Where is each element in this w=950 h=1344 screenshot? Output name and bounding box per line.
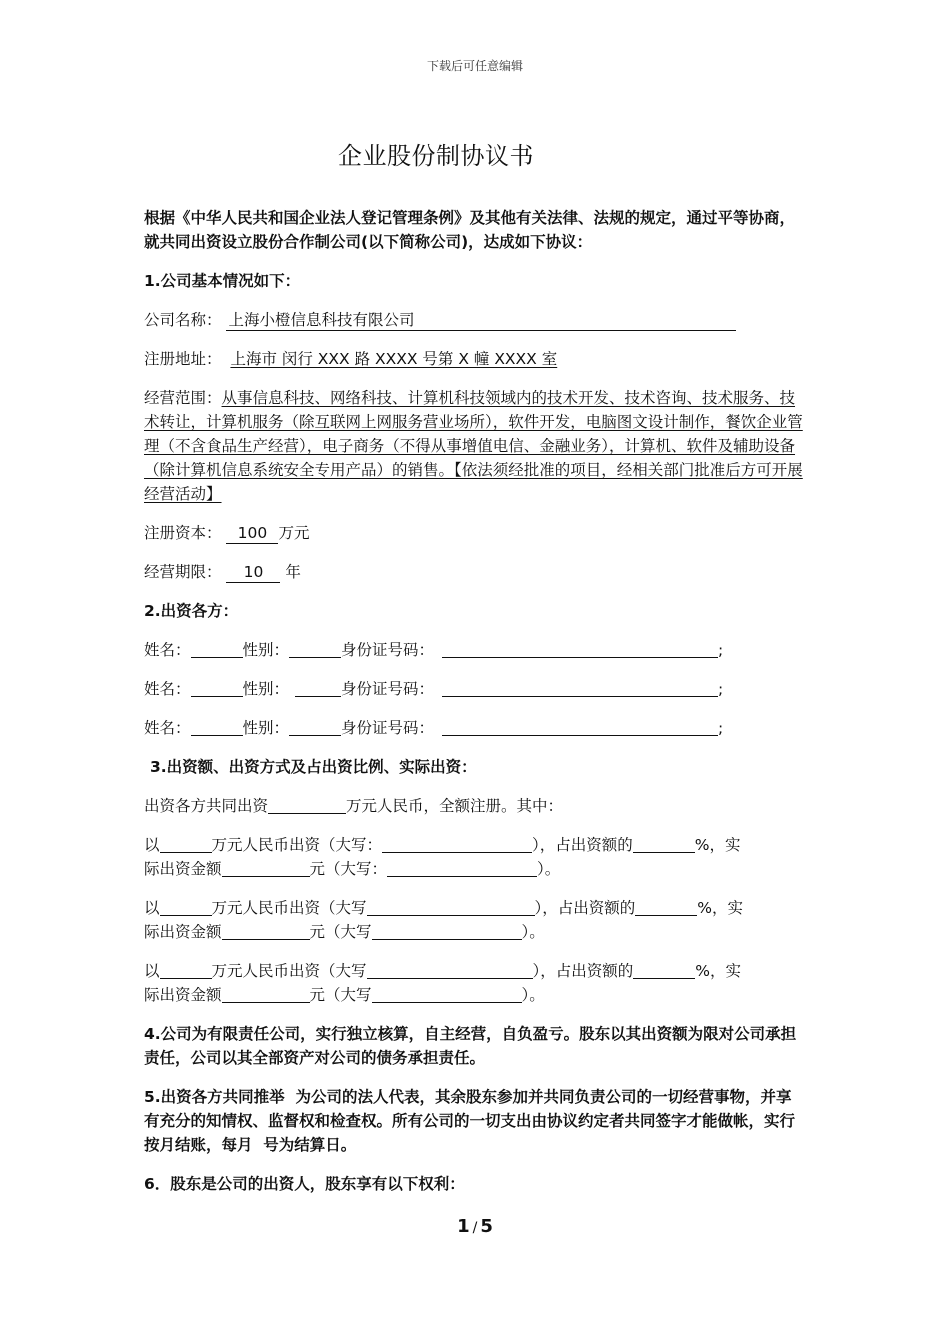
operating-term-label: 经营期限： bbox=[144, 563, 222, 581]
registered-capital-label: 注册资本： bbox=[144, 524, 222, 542]
address-row bbox=[144, 347, 804, 371]
item-capital-text: 万元人民币出资（大写： bbox=[211, 836, 383, 854]
investor-id-field[interactable] bbox=[442, 717, 718, 736]
investment-item-3 bbox=[144, 959, 804, 1007]
investor-id-label: 身份证号码： bbox=[341, 641, 435, 659]
company-name-label: 公司名称： bbox=[144, 311, 222, 329]
actual-amount-words-field[interactable] bbox=[372, 921, 522, 940]
investment-item-2 bbox=[144, 896, 804, 944]
company-name-value: 上海小橙信息科技有限公司 bbox=[228, 311, 415, 329]
operating-term-value: 10 bbox=[243, 563, 264, 581]
operating-term-unit: 年 bbox=[285, 563, 301, 581]
section-3-heading: 3.出资额、出资方式及占出资比例、实际出资： bbox=[150, 758, 477, 776]
actual-amount-words-label: 元（大写 bbox=[309, 923, 372, 941]
investment-item-1 bbox=[144, 833, 804, 881]
item-ratio-text: ），占出资额的 bbox=[532, 962, 634, 980]
amount-field[interactable] bbox=[160, 834, 212, 853]
actual-amount-label: 际出资金额 bbox=[144, 860, 222, 878]
total-investment-suffix: 万元人民币，全额注册。其中： bbox=[346, 797, 564, 815]
investor-gender-field[interactable] bbox=[295, 678, 341, 697]
section-1-heading: 1.公司基本情况如下： bbox=[144, 272, 301, 290]
item-capital-text: 万元人民币出资（大写 bbox=[211, 899, 367, 917]
business-scope-value[interactable]: 从事信息科技、网络科技、计算机科技领域内的技术开发、技术咨询、技术服务、技术转让，计算机服务（除互联网上网服务营业场所），软件开发，电脑图文设计制作，餐饮企业管理（不含食品生产经营），电子商务（不得从事增值电信、金融业务），计算机、软件及辅助设备（除计算机信息系统安全专用产品）的销售。【依法须经批准的项目，经相关部门批准后方可开展经营活动】 bbox=[144, 389, 803, 503]
actual-amount-words-label: 元（大写： bbox=[309, 860, 388, 878]
item-percent-text: %，实 bbox=[695, 962, 742, 980]
registered-capital-value: 100 bbox=[237, 524, 268, 542]
investor-name-label: 姓名： bbox=[144, 680, 191, 698]
item-end: ）。 bbox=[521, 923, 545, 941]
item-end: ）。 bbox=[537, 860, 561, 878]
investor-name-field[interactable] bbox=[191, 678, 243, 697]
ratio-field[interactable] bbox=[633, 960, 695, 979]
investor-gender-field[interactable] bbox=[289, 639, 341, 658]
actual-amount-words-label: 元（大写 bbox=[309, 986, 372, 1004]
investor-id-label: 身份证号码： bbox=[341, 719, 435, 737]
actual-amount-words-field[interactable] bbox=[387, 858, 537, 877]
section-4-paragraph: 4.公司为有限责任公司，实行独立核算，自主经营，自负盈亏。股东以其出资额为限对公司承担责任，公司以其全部资产对公司的债务承担责任。 bbox=[144, 1025, 797, 1067]
investor-gender-label: 性别： bbox=[242, 719, 290, 737]
item-prefix: 以 bbox=[144, 962, 160, 980]
business-scope-row bbox=[144, 386, 804, 506]
total-investment-label: 出资各方共同出资 bbox=[144, 797, 269, 815]
actual-amount-words-field[interactable] bbox=[372, 984, 522, 1003]
investor-name-field[interactable] bbox=[191, 639, 243, 658]
operating-term-row bbox=[144, 560, 804, 584]
section-6-heading: 6．股东是公司的出资人，股东享有以下权利： bbox=[144, 1175, 465, 1193]
operating-term-field[interactable] bbox=[226, 562, 280, 583]
actual-amount-field[interactable] bbox=[222, 984, 310, 1003]
document-body bbox=[144, 206, 804, 1211]
item-ratio-text: ），占出资额的 bbox=[534, 899, 636, 917]
investor-id-field[interactable] bbox=[442, 639, 718, 658]
amount-words-field[interactable] bbox=[382, 834, 532, 853]
item-ratio-text: ），占出资额的 bbox=[532, 836, 633, 854]
total-investment-row bbox=[144, 794, 804, 818]
document-title: 企业股份制协议书 bbox=[338, 142, 534, 170]
item-prefix: 以 bbox=[144, 899, 160, 917]
row-end-mark: ; bbox=[718, 641, 724, 659]
actual-amount-field[interactable] bbox=[222, 921, 310, 940]
investor-gender-label: 性别： bbox=[242, 641, 290, 659]
business-scope-label: 经营范围： bbox=[144, 389, 222, 407]
page-separator: / bbox=[472, 1220, 478, 1236]
investor-id-field[interactable] bbox=[442, 678, 718, 697]
amount-field[interactable] bbox=[160, 897, 212, 916]
item-prefix: 以 bbox=[144, 836, 160, 854]
item-percent-text: %，实 bbox=[694, 836, 741, 854]
company-name-field[interactable] bbox=[226, 310, 736, 331]
ratio-field[interactable] bbox=[633, 834, 695, 853]
investor-name-label: 姓名： bbox=[144, 719, 191, 737]
company-name-row bbox=[144, 308, 804, 332]
page-current: 1 bbox=[457, 1216, 470, 1237]
actual-amount-label: 际出资金额 bbox=[144, 986, 222, 1004]
investor-gender-field[interactable] bbox=[289, 717, 341, 736]
registered-capital-row bbox=[144, 521, 804, 545]
amount-words-field[interactable] bbox=[367, 960, 533, 979]
item-end: ）。 bbox=[521, 986, 545, 1004]
registered-capital-field[interactable] bbox=[226, 523, 278, 544]
investor-row-2 bbox=[144, 677, 804, 701]
item-percent-text: %，实 bbox=[697, 899, 744, 917]
page-number bbox=[0, 1216, 950, 1237]
ratio-field[interactable] bbox=[635, 897, 697, 916]
address-label: 注册地址： bbox=[144, 350, 222, 368]
row-end-mark: ; bbox=[718, 680, 724, 698]
address-value[interactable]: 上海市 闵行 XXX 路 XXXX 号第 X 幢 XXXX 室 bbox=[230, 350, 558, 368]
amount-field[interactable] bbox=[160, 960, 212, 979]
investor-row-1 bbox=[144, 638, 804, 662]
investor-name-field[interactable] bbox=[191, 717, 243, 736]
investor-name-label: 姓名： bbox=[144, 641, 191, 659]
section-5-paragraph: 5.出资各方共同推举 为公司的法人代表，其余股东参加并共同负责公司的一切经营事物，并享有充分的知情权、监督权和检查权。所有公司的一切支出由协议约定者共同签字才能做帐，实行按月结账，每月 号为结算日。 bbox=[144, 1088, 796, 1154]
investor-gender-label: 性别： bbox=[242, 680, 290, 698]
total-investment-field[interactable] bbox=[268, 795, 346, 814]
investor-id-label: 身份证号码： bbox=[341, 680, 435, 698]
row-end-mark: ; bbox=[718, 719, 724, 737]
investor-row-3 bbox=[144, 716, 804, 740]
actual-amount-field[interactable] bbox=[222, 858, 310, 877]
item-capital-text: 万元人民币出资（大写 bbox=[211, 962, 367, 980]
section-2-heading: 2.出资各方： bbox=[144, 602, 239, 620]
amount-words-field[interactable] bbox=[367, 897, 535, 916]
page-total: 5 bbox=[480, 1216, 493, 1237]
registered-capital-unit: 万元 bbox=[278, 524, 310, 542]
header-note: 下载后可任意编辑 bbox=[426, 59, 523, 73]
intro-paragraph: 根据《中华人民共和国企业法人登记管理条例》及其他有关法律、法规的规定，通过平等协商，就共同出资设立股份合作制公司(以下简称公司)，达成如下协议： bbox=[144, 209, 796, 251]
actual-amount-label: 际出资金额 bbox=[144, 923, 222, 941]
